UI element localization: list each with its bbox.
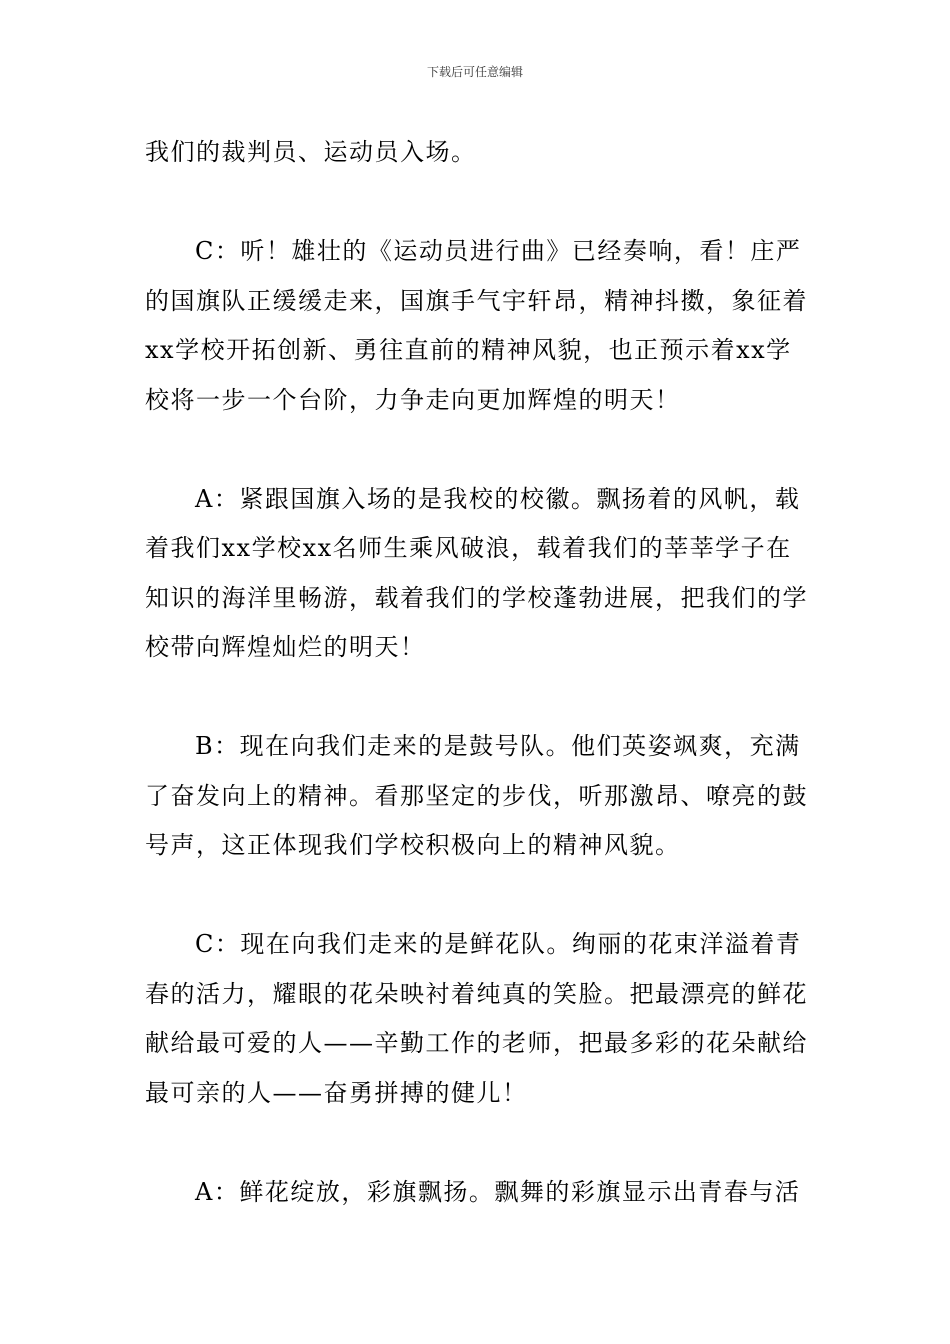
paragraph-c-anthem: C：听！雄壮的《运动员进行曲》已经奏响，看！庄严的国旗队正缓缓走来，国旗手气宇轩昂，精神抖擞，象征着xx学校开拓创新、勇往直前的精神风貌，也正预示着xx学校将一步一个台阶，力争走向更加辉煌的明天！ bbox=[145, 237, 808, 414]
paragraph-a-school-emblem: A：紧跟国旗入场的是我校的校徽。飘扬着的风帆，载着我们xx学校xx名师生乘风破浪，载着我们的莘莘学子在知识的海洋里畅游，载着我们的学校蓬勃进展，把我们的学校带向辉煌灿烂的明天！ bbox=[145, 484, 808, 661]
page-header-note: 下载后可任意编辑 bbox=[426, 65, 523, 79]
paragraph-b-drum-band: B：现在向我们走来的是鼓号队。他们英姿飒爽，充满了奋发向上的精神。看那坚定的步伐，听那激昂、嘹亮的鼓号声，这正体现我们学校积极向上的精神风貌。 bbox=[145, 732, 808, 859]
paragraph-a-colored-flags: A：鲜花绽放，彩旗飘扬。飘舞的彩旗显示出青春与活 bbox=[195, 1177, 801, 1206]
paragraph-c-flower-team: C：现在向我们走来的是鲜花队。绚丽的花束洋溢着青春的活力，耀眼的花朵映衬着纯真的笑脸。把最漂亮的鲜花献给最可爱的人——辛勤工作的老师，把最多彩的花朵献给最可亲的人——奋勇拼搏的健儿！ bbox=[145, 930, 808, 1107]
document-body bbox=[145, 128, 809, 1217]
paragraph-continuation: 我们的裁判员、运动员入场。 bbox=[145, 138, 477, 166]
